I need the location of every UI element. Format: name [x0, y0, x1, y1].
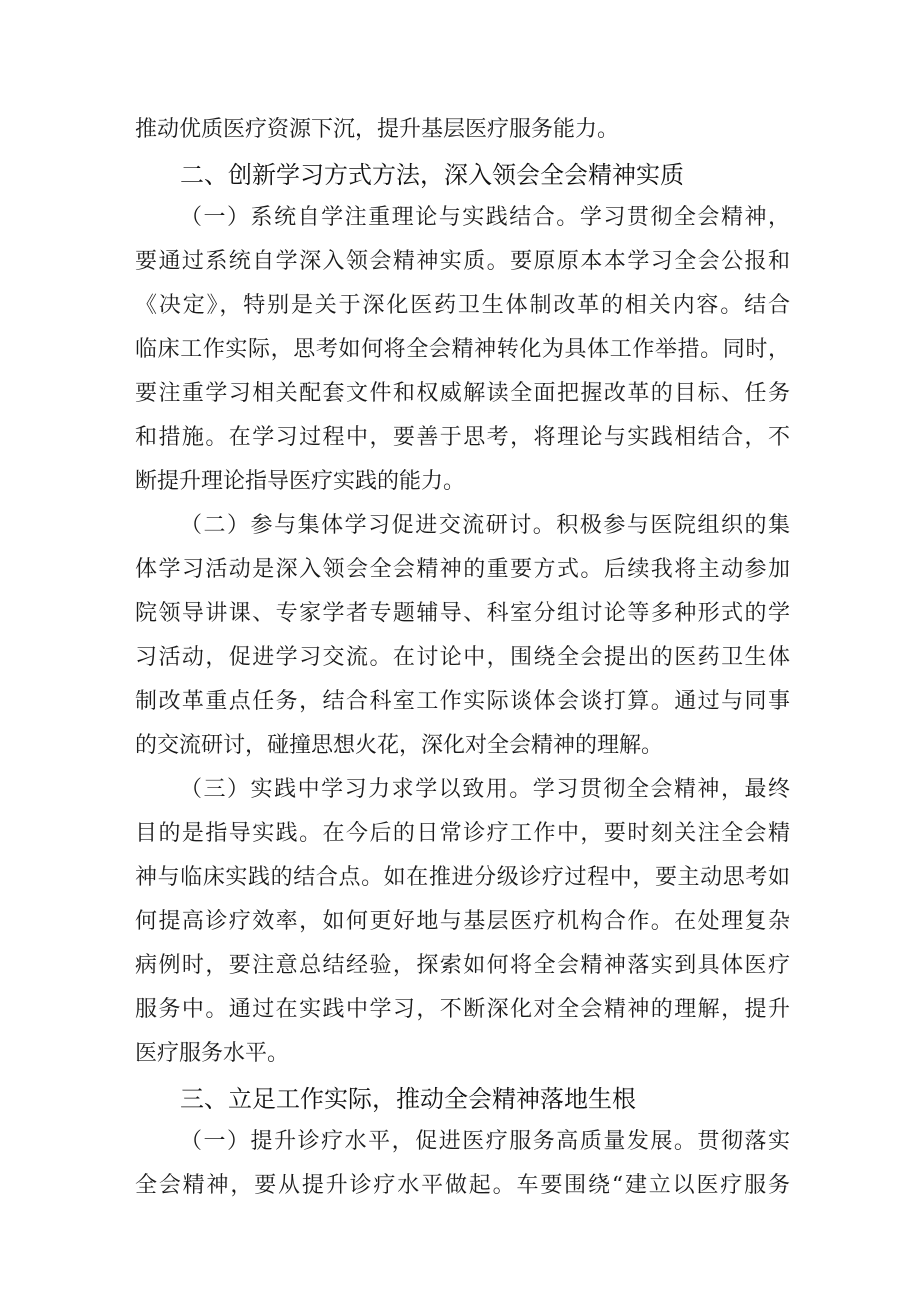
- paragraph-line: 病例时，要注意总结经验，探索如何将全会精神落实到具体医疗: [135, 953, 790, 978]
- paragraph-line: 何提高诊疗效率，如何更好地与基层医疗机构合作。在处理复杂: [135, 909, 790, 934]
- paragraph-line: 院领导讲课、专家学者专题辅导、科室分组讨论等多种形式的学: [135, 601, 790, 626]
- paragraph-line: 神与临床实践的结合点。如在推进分级诊疗过程中，要主动思考如: [135, 865, 790, 890]
- section-heading-2: 二、创新学习方式方法，深入领会全会精神实质: [180, 161, 684, 189]
- paragraph-line: 推动优质医疗资源下沉，提升基层医疗服务能力。: [135, 117, 620, 142]
- paragraph-line: 习活动，促进学习交流。在讨论中，围绕全会提出的医药卫生体: [135, 645, 790, 670]
- paragraph-line: 目的是指导实践。在今后的日常诊疗工作中，要时刻关注全会精: [135, 821, 790, 846]
- paragraph-line: 制改革重点任务，结合科室工作实际谈体会谈打算。通过与同事: [135, 689, 790, 714]
- paragraph-line: 全会精神，要从提升诊疗水平做起。车要围绕“建立以医疗服务: [135, 1173, 790, 1198]
- paragraph-line: 医疗服务水平。: [135, 1041, 290, 1066]
- paragraph-line: 《决定》，特别是关于深化医药卫生体制改革的相关内容。结合: [135, 293, 790, 318]
- paragraph-line: 的交流研讨，碰撞思想火花，深化对全会精神的理解。: [135, 733, 664, 758]
- paragraph-line: 要通过系统自学深入领会精神实质。要原原本本学习全会公报和: [135, 249, 790, 274]
- paragraph-line: 体学习活动是深入领会全会精神的重要方式。后续我将主动参加: [135, 557, 790, 582]
- paragraph-line: 要注重学习相关配套文件和权威解读全面把握改革的目标、任务: [135, 381, 790, 406]
- paragraph-line: 服务中。通过在实践中学习，不断深化对全会精神的理解，提升: [135, 997, 790, 1022]
- paragraph-line: （三）实践中学习力求学以致用。学习贯彻全会精神，最终: [180, 777, 790, 802]
- paragraph-line: （一）系统自学注重理论与实践结合。学习贯彻全会精神，: [180, 205, 790, 230]
- paragraph-line: （一）提升诊疗水平，促进医疗服务高质量发展。贯彻落实: [180, 1129, 790, 1154]
- paragraph-line: 断提升理论指导医疗实践的能力。: [135, 469, 466, 494]
- paragraph-line: 和措施。在学习过程中，要善于思考，将理论与实践相结合，不: [135, 425, 790, 450]
- section-heading-3: 三、立足工作实际，推动全会精神落地生根: [180, 1085, 636, 1113]
- paragraph-line: （二）参与集体学习促进交流研讨。积极参与医院组织的集: [180, 513, 790, 538]
- paragraph-line: 临床工作实际，思考如何将全会精神转化为具体工作举措。同时，: [135, 337, 790, 362]
